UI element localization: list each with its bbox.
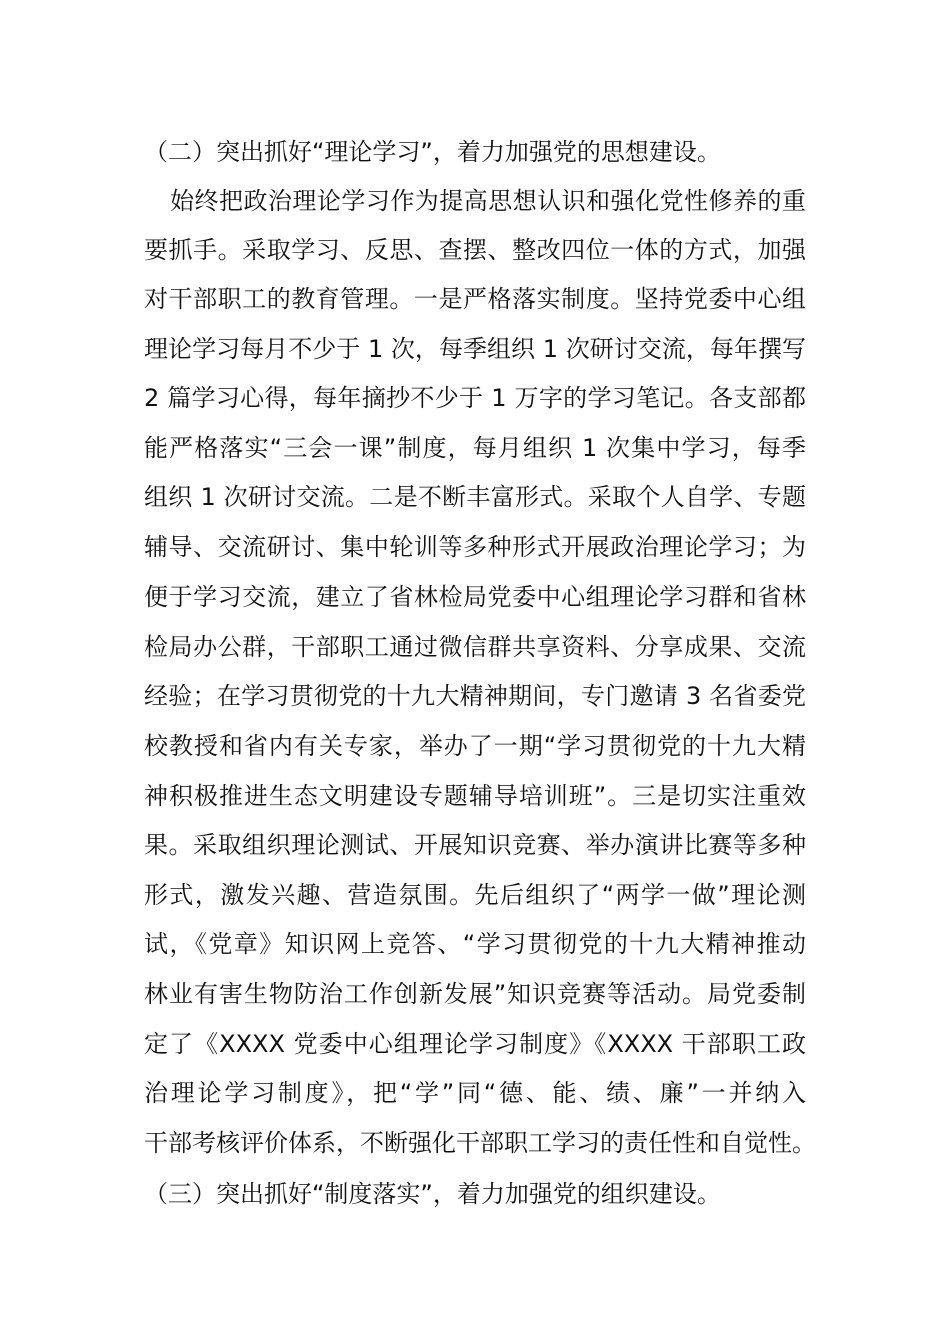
paragraph-line: 试，《党章》知识网上竞答、“学习贯彻党的十九大精神推动	[144, 930, 806, 958]
paragraph-line: 果。采取组织理论测试、开展知识竞赛、举办演讲比赛等多种	[144, 831, 806, 859]
section-heading-3: （三）突出抓好“制度落实”，着力加强党的组织建设。	[144, 1180, 721, 1208]
paragraph-line: 治理论学习制度》，把“学”同“德、能、绩、廉”一并纳入	[144, 1079, 806, 1107]
paragraph-line: 能严格落实“三会一课”制度，每月组织 1 次集中学习，每季	[144, 434, 806, 462]
paragraph-line: 组织 1 次研讨交流。二是不断丰富形式。采取个人自学、专题	[144, 483, 806, 511]
paragraph-first-line: 始终把政治理论学习作为提高思想认识和强化党性修养的重	[170, 187, 806, 215]
paragraph-line: 2 篇学习心得，每年摘抄不少于 1 万字的学习笔记。各支部都	[144, 384, 806, 412]
paragraph-line: 检局办公群，干部职工通过微信群共享资料、分享成果、交流	[144, 633, 806, 661]
paragraph-line: 林业有害生物防治工作创新发展”知识竞赛等活动。局党委制	[144, 980, 806, 1008]
paragraph-line: 校教授和省内有关专家，举办了一期“学习贯彻党的十九大精	[144, 732, 806, 760]
paragraph-last-line: 干部考核评价体系，不断强化干部职工学习的责任性和自觉性。	[144, 1129, 816, 1157]
section-heading-2: （二）突出抓好“理论学习”，着力加强党的思想建设。	[144, 138, 721, 166]
paragraph-line: 便于学习交流，建立了省林检局党委中心组理论学习群和省林	[144, 583, 806, 611]
paragraph-line: 要抓手。采取学习、反思、查摆、整改四位一体的方式，加强	[144, 236, 806, 264]
paragraph-line: 形式，激发兴趣、营造氛围。先后组织了“两学一做”理论测	[144, 881, 806, 909]
paragraph-line: 神积极推进生态文明建设专题辅导培训班”。三是切实注重效	[144, 782, 806, 810]
paragraph-line: 经验；在学习贯彻党的十九大精神期间，专门邀请 3 名省委党	[144, 682, 806, 710]
paragraph-line: 辅导、交流研讨、集中轮训等多种形式开展政治理论学习；为	[144, 533, 806, 561]
paragraph-line: 理论学习每月不少于 1 次，每季组织 1 次研讨交流，每年撰写	[144, 335, 806, 363]
paragraph-line: 定了《XXXX 党委中心组理论学习制度》《XXXX 干部职工政	[144, 1030, 806, 1058]
paragraph-line: 对干部职工的教育管理。一是严格落实制度。坚持党委中心组	[144, 285, 806, 313]
